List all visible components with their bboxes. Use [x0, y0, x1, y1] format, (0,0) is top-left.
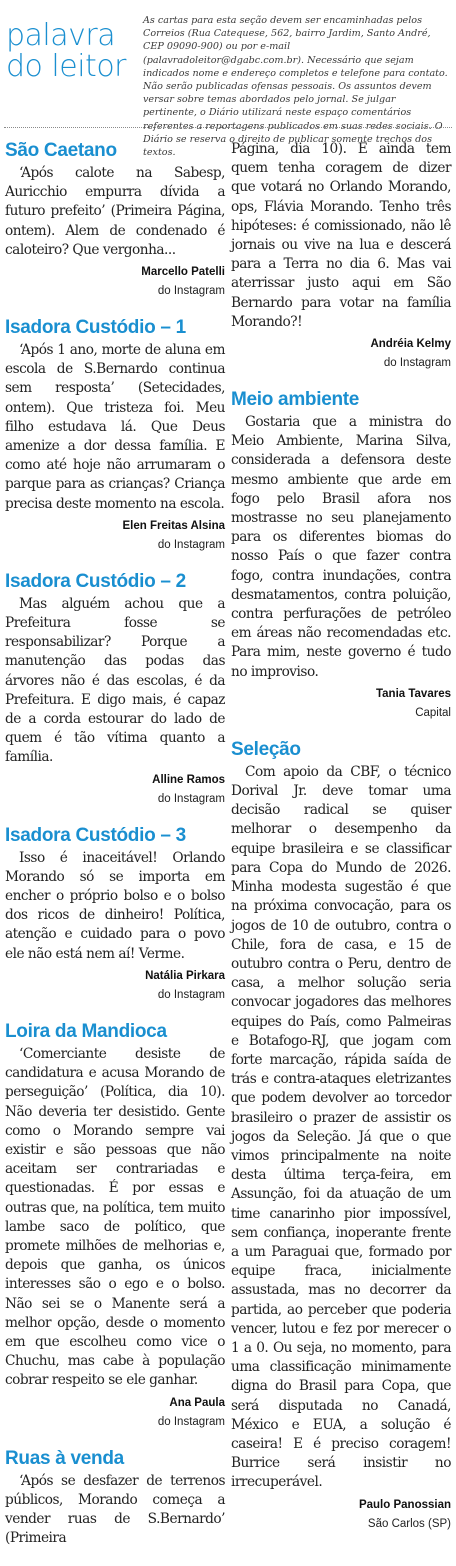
letter-source: do Instagram [157, 1415, 225, 1428]
letter-author: Paulo Panossian [358, 1498, 451, 1511]
letter-signature [5, 1395, 225, 1430]
letter-author: Alline Ramos [152, 773, 225, 786]
letter-source: do Instagram [157, 792, 225, 805]
letter-author: Andréia Kelmy [370, 338, 451, 351]
letter-sao-caetano [5, 140, 225, 299]
letter-text: Página, dia 10). E ainda tem quem tenha coragem de dizer que votará no Orlando Morando, ops, Flávia Morando. Tenho três hipóteses: é comissionado, não lê jornais ou vive na lua e descerá para a Terra no dia 6. Mas vai aterrissar justo aqui em São Bernardo para votar na família Morando?! [231, 141, 451, 330]
letter-headline: Isadora Custódio – 2 [5, 570, 186, 592]
letter-headline: Meio ambiente [231, 389, 360, 411]
letter-signature [5, 968, 225, 1003]
letter-ruas-a-venda [5, 1448, 225, 1549]
letter-headline: Isadora Custódio – 1 [5, 317, 186, 339]
letter-headline: São Caetano [5, 140, 117, 161]
letter-source: Capital [415, 706, 451, 719]
section-title [6, 20, 136, 82]
letter-headline: Isadora Custódio – 3 [5, 824, 186, 846]
letter-text: ‘Após 1 ano, morte de aluna em escola de S.Bernardo continua sem resposta’ (Setecidades, ontem). Que tristeza foi. Meu filho estudava lá. Que Deus amenize a dor dessa família. E como até hoje não arrumaram o parque para as crianças? Criança precisa deste momento na escola. [5, 342, 225, 512]
section-title-line-2: do leitor [6, 49, 127, 84]
letter-author: Natália Pirkara [145, 969, 225, 982]
letter-isadora-2 [5, 571, 225, 807]
letter-ruas-a-venda-continued [231, 140, 451, 371]
letter-headline: Seleção [231, 738, 301, 760]
letter-signature [231, 686, 451, 721]
letter-text: Mas alguém achou que a Prefeitura fosse se responsabilizar? Porque a manutenção das podas das árvores não é das escolas, é da Prefeitura. E digo mais, é capaz de a corda estourar do lado de quem é tão vítima quanto a família. [5, 595, 225, 766]
letter-text: ‘Comerciante desiste de candidatura e acusa Morando de perseguição’ (Política, dia 10). Não deveria ter desistido. Gente como o Morando sempre vai existir e são pessoas que não aceitam ser contrariadas e questionadas. É por essas e outras que, na política, tem muito lambe saco de político, que promete milhões de melhorias e, depois que ganha, os únicos interesses são o ego e o bolso. Não sei se o Manente será a melhor opção, desde o momento em que escolheu como vice o Chuchu, mas cabe à população cobrar respeito se ele ganhar. [5, 1045, 225, 1389]
letter-text: Gostaria que a ministra do Meio Ambiente, Marina Silva, considerada a defensora deste mesmo ambiente que arde em fogo pelo Brasil afora nos mostrasse no seu planejamento para os diferentes biomas do nosso País o que fazer contra fogo, contra inundações, contra desmatamentos, contra poluição, contra perfurações de petróleo em áreas não recomendadas etc. Para mim, neste governo é tudo no improviso. [231, 414, 451, 680]
letter-text: Com apoio da CBF, o técnico Dorival Jr. deve tomar uma decisão radical se quiser melhorar o desempenho da equipe brasileira e se classificar para Copa do Mundo de 2026. Minha modesta sugestão é que na próxima convocação, para os jogos de 10 de outubro, contra o Chile, fora de casa, e 15 de outubro contra o Peru, dentro de casa, a melhor solução seria convocar jogadores das melhores equipes do País, como Palmeiras e Botafogo-RJ, que jogam com forte marcação, rápida saída de trás e contra-ataques eletrizantes que podem devolver ao torcedor brasileiro o prazer de assistir os jogos da Seleção. Já que o que vimos principalmente na noite desta última terça-feira, em Assunção, foi da atuação de um time canarinho pior impossível, sem confiança, inoperante frente a um Paraguai que, formado por equipe fraca, inicialmente assustada, mas no decorrer da partida, ao perceber que poderia vencer, lutou e fez por merecer o 1 a 0. Ou seja, no momento, para uma classificação minimamente digna do Brasil para Copa, que será disputada no Canadá, México e EUA, a solução é caseira! E é preciso coragem! Burrice será insistir no irrecuperável. [231, 763, 451, 1491]
header-divider [4, 127, 452, 128]
letter-signature [5, 264, 225, 299]
letter-text: ‘Após calote na Sabesp, Auricchio empurra dívida a futuro prefeito’ (Primeira Página, ontem). Alem de condenado é caloteiro? Que vergonha... [5, 165, 225, 258]
letter-headline: Loira da Mandioca [5, 1020, 167, 1042]
letter-signature [231, 1497, 451, 1532]
letter-author: Marcello Patelli [141, 266, 225, 279]
letter-loira-da-mandioca [5, 1021, 225, 1430]
letter-author: Ana Paula [169, 1396, 225, 1409]
letter-source: São Carlos (SP) [367, 1517, 451, 1530]
submission-guidelines: As cartas para esta seção devem ser encaminhadas pelos Correios (Rua Catequese, 562, bairro Jardim, Santo André, CEP 09090-900) ou por e-mail (palavradoleitor@dgabc.com.br). Necessário que sejam indicados nome e endereço completos e telefone para contato. Não serão publicadas ofensas pessoais. Os assuntos devem versar sobre temas abordados pelo jornal. Se julgar pertinente, o Diário utilizará neste espaço comentários referentes a reportagens publicados em suas redes sociais. O Diário se reserva o direito de publicar somente trechos dos textos. [143, 15, 448, 159]
letter-author: Elen Freitas Alsina [122, 519, 225, 532]
letter-isadora-1 [5, 317, 225, 553]
letter-source: do Instagram [383, 357, 451, 370]
right-column [231, 140, 451, 1550]
letter-source: do Instagram [157, 538, 225, 551]
left-column [5, 140, 225, 1566]
letter-source: do Instagram [157, 285, 225, 298]
letter-author: Tania Tavares [375, 687, 451, 700]
letter-selecao [231, 739, 451, 1532]
letter-signature [5, 518, 225, 553]
letter-meio-ambiente [231, 389, 451, 721]
letter-headline: Ruas à venda [5, 1447, 124, 1469]
section-title-line-1: palavra [6, 18, 116, 53]
letter-signature [231, 336, 451, 371]
letter-text: Isso é inaceitável! Orlando Morando só se importa em encher o próprio bolso e o bolso dos ricos de dinheiro! Política, atenção e cuidado para o povo ele não está nem aí! Verme. [5, 849, 225, 962]
letter-isadora-3 [5, 825, 225, 1003]
letter-signature [5, 772, 225, 807]
letter-source: do Instagram [157, 988, 225, 1001]
letter-text: ‘Após se desfazer de terrenos públicos, Morando começa a vender ruas de S.Bernardo’ (Primeira [5, 1472, 225, 1547]
